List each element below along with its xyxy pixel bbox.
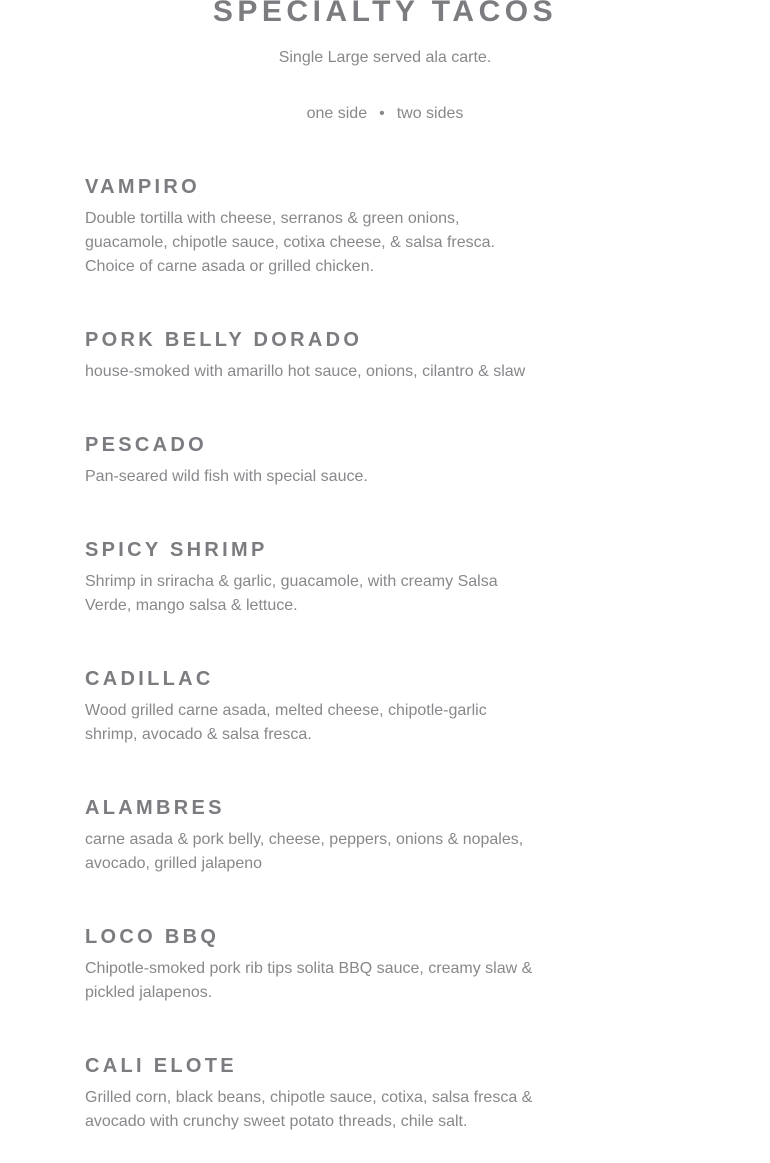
menu-item-name: PESCADO xyxy=(85,434,208,456)
menu-item-description: house-smoked with amarillo hot sauce, onions, cilantro & slaw xyxy=(85,363,526,380)
menu-item-name: SPICY SHRIMP xyxy=(85,539,268,561)
menu-item-description: Grilled corn, black beans, chipotle sauce, cotixa, salsa fresca & avocado with crunchy sweet potato threads, chile salt. xyxy=(85,1089,533,1130)
menu-item xyxy=(85,796,540,876)
menu-item-description: Wood grilled carne asada, melted cheese, chipotle-garlic shrimp, avocado & salsa fresca. xyxy=(85,702,487,743)
menu-item xyxy=(85,328,540,384)
bullet-separator: • xyxy=(379,105,385,122)
menu-item-name: PORK BELLY DORADO xyxy=(85,329,363,351)
menu-item xyxy=(85,667,540,747)
menu-item xyxy=(85,1054,540,1134)
side-option-two: two sides xyxy=(396,105,464,122)
menu-item-description: Shrimp in sriracha & garlic, guacamole, with creamy Salsa Verde, mango salsa & lettuce. xyxy=(85,573,498,614)
menu-item-name: LOCO BBQ xyxy=(85,926,220,948)
menu-item-description: Double tortilla with cheese, serranos & green onions, guacamole, chipotle sauce, cotixa cheese, & salsa fresca. Choice of carne asada or grilled chicken. xyxy=(85,210,495,275)
menu-item xyxy=(85,433,540,489)
menu-item-name: ALAMBRES xyxy=(85,797,225,819)
menu-item xyxy=(85,538,540,618)
menu-item xyxy=(85,175,540,279)
menu-item-description: carne asada & pork belly, cheese, peppers, onions & nopales, avocado, grilled jalapeno xyxy=(85,831,524,872)
menu-item xyxy=(85,925,540,1005)
menu-item-name: VAMPIRO xyxy=(85,176,200,198)
menu-item-description: Chipotle-smoked pork rib tips solita BBQ sauce, creamy slaw & pickled jalapenos. xyxy=(85,960,533,1001)
side-options xyxy=(0,104,770,124)
menu-subtitle: Single Large served ala carte. xyxy=(278,49,492,66)
page-title: SPECIALTY TACOS xyxy=(212,0,558,28)
side-option-one: one side xyxy=(306,105,368,122)
menu-item-name: CADILLAC xyxy=(85,668,214,690)
menu-item-name: CALI ELOTE xyxy=(85,1055,237,1077)
menu-item-description: Pan-seared wild fish with special sauce. xyxy=(85,468,368,485)
